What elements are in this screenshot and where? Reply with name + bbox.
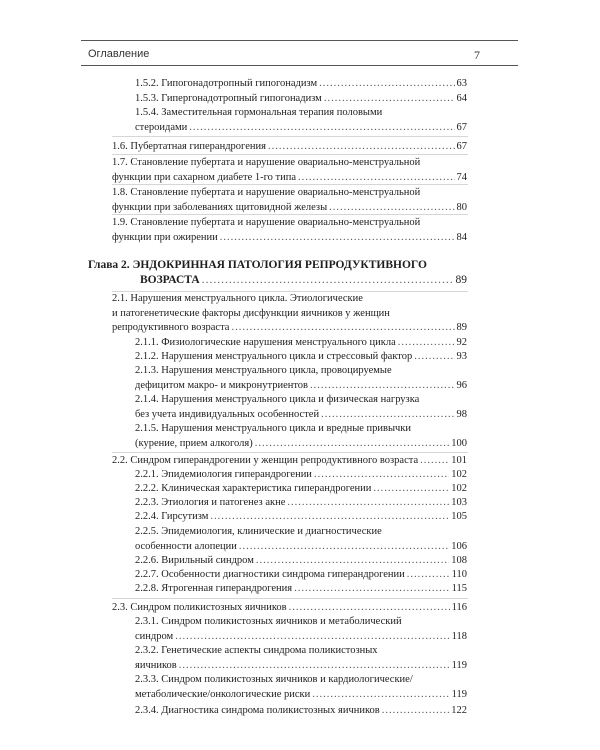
toc-entry[interactable] [135,496,467,511]
toc-entry[interactable] [112,140,467,155]
toc-entry[interactable] [112,186,467,215]
leader-dots [312,688,449,703]
toc-entry-title-line: без учета индивидуальных особенностей [135,408,320,420]
toc-entry-title: Гипергонадотропный гипогонадизм [161,93,322,104]
toc-entry-title-line: Становление пубертата и нарушение овариально-менструальной [130,217,421,228]
toc-entry-number: 1.7. [112,157,128,168]
toc-entry-title: Нарушения менструального цикла и стрессовый фактор [161,351,413,362]
toc-entry-title-line: Становление пубертата и нарушение овариально-менструальной [130,187,421,198]
toc-entry-title-line: Синдром поликистозных яичников и кардиологические/ [161,674,413,685]
toc-entry-title: Особенности диагностики синдрома гиперандрогении [161,569,405,580]
toc-entry-title-line: яичников [135,659,177,671]
entry-separator [112,598,468,599]
toc-entry-title: Ятрогенная гиперандрогения [161,583,293,594]
toc-page-number: 64 [456,93,467,104]
leader-dots [324,92,455,107]
toc-entry[interactable] [135,393,467,422]
toc-entry[interactable] [135,364,467,393]
toc-page-number: 98 [456,408,467,420]
toc-page-number: 92 [456,337,467,348]
toc-page-number: 89 [455,274,467,286]
toc-page-number: 102 [451,469,467,480]
leader-dots [289,601,450,616]
toc-entry-title-line: функции при заболеваниях щитовидной железы [112,201,328,213]
leader-dots [319,77,454,92]
leader-dots [179,659,450,674]
toc-entry[interactable] [135,615,467,644]
leader-dots [373,482,449,497]
toc-entry-title: Вирильный синдром [161,555,254,566]
toc-entry-number: 1.5.4. [135,107,159,118]
leader-dots [210,510,449,525]
toc-entry-title-line: Синдром поликистозных яичников и метаболический [161,616,402,627]
toc-page-number: 63 [456,78,467,89]
toc-entry[interactable] [135,510,467,525]
toc-entry-title: Диагностика синдрома поликистозных яичников [161,705,380,716]
toc-entry-number: 2.2.5. [135,526,159,537]
chapter-title-line: ЭНДОКРИННАЯ ПАТОЛОГИЯ РЕПРОДУКТИВНОГО [132,259,427,271]
toc-entry-number: 2.2.8. [135,583,159,594]
toc-page-number: 93 [456,351,467,362]
toc-entry-title-line: Нарушения менструального цикла и физическая нагрузка [161,394,420,405]
toc-entry-number: 2.3.4. [135,705,159,716]
toc-entry[interactable] [112,292,467,336]
entry-separator [112,154,468,155]
toc-entry-title-line: Генетические аспекты синдрома поликистозных [161,645,378,656]
toc-entry-title-line: Нарушения менструального цикла. Этиологические [130,293,363,304]
leader-dots [298,171,454,186]
toc-entry-title-line: Заместительная гормональная терапия половыми [161,107,383,118]
chapter-label: Глава 2. [88,259,130,271]
toc-page-number: 118 [451,630,467,642]
entry-separator [112,214,468,215]
toc-page-number: 102 [451,483,467,494]
toc-entry-number: 2.2.2. [135,483,159,494]
toc-entry-title-line: метаболические/онкологические риски [135,688,311,700]
toc-entry[interactable] [135,77,467,92]
leader-dots [189,121,454,136]
toc-page-number: 106 [451,540,467,552]
leader-dots [382,704,450,719]
toc-entry[interactable] [135,554,467,569]
toc-entry-number: 2.3.2. [135,645,159,656]
toc-page-number: 119 [451,659,467,671]
toc-entry[interactable] [112,216,467,245]
toc-entry-number: 1.8. [112,187,128,198]
leader-dots [287,496,449,511]
toc-entry-number: 2.3.3. [135,674,159,685]
toc-page-number: 100 [451,437,467,449]
toc-entry[interactable] [135,673,467,702]
toc-entry[interactable] [135,422,467,451]
leader-dots [239,540,449,555]
toc-entry-title: Пубертатная гиперандрогения [130,141,266,152]
leader-dots [414,350,454,365]
toc-entry-title: Гипогонадотропный гипогонадизм [161,78,318,89]
toc-page-number: 105 [451,511,467,522]
entry-separator [112,184,468,185]
toc-entry[interactable] [135,704,467,719]
toc-page-number: 67 [456,121,467,133]
toc-entry[interactable] [112,601,467,616]
toc-entry-number: 2.2.3. [135,497,159,508]
toc-entry[interactable] [135,582,467,597]
toc-entry[interactable] [135,644,467,673]
leader-dots [268,140,455,155]
toc-entry-number: 2.2.7. [135,569,159,580]
toc-entry-number: 2.3.1. [135,616,159,627]
toc-page-number: 122 [451,705,467,716]
toc-chapter-heading[interactable] [88,258,467,288]
toc-page-number: 96 [456,379,467,391]
leader-dots [314,468,449,483]
toc-entry-title: Гирсутизм [161,511,209,522]
toc-entry-number: 2.2.1. [135,469,159,480]
toc-entry-number: 2.1.3. [135,365,159,376]
toc-entry-number: 1.5.2. [135,78,159,89]
toc-entry-title: Синдром поликистозных яичников [130,602,287,613]
toc-page-number: 74 [456,171,467,183]
toc-entry-title: Физиологические нарушения менструального цикла [161,337,396,348]
toc-entry-title-line: функции при сахарном диабете 1-го типа [112,171,297,183]
toc-entry-title: Синдром гиперандрогении у женщин репродуктивного возраста [130,455,419,466]
toc-entry[interactable] [135,482,467,497]
toc-entry-number: 2.1. [112,293,128,304]
toc-page-number: 116 [451,602,467,613]
toc-entry[interactable] [112,156,467,185]
leader-dots [329,201,454,216]
running-header-page-number: 7 [474,48,480,62]
toc-page-number: 84 [456,231,467,243]
leader-dots [294,582,449,597]
toc-entry[interactable] [135,106,467,135]
leader-dots [407,568,450,583]
toc-page-number: 110 [451,569,467,580]
toc-entry-title-line: дефицитом макро- и микронутриентов [135,379,309,391]
toc-entry-number: 1.5.3. [135,93,159,104]
toc-entry-title-line: Становление пубертата и нарушение овариально-менструальной [130,157,421,168]
toc-entry[interactable] [135,350,467,365]
leader-dots [231,321,454,336]
leader-dots [220,231,455,246]
toc-entry[interactable] [135,468,467,483]
leader-dots [255,437,450,452]
running-header-title: Оглавление [88,48,150,60]
chapter-title-line: ВОЗРАСТА [140,274,200,286]
header-rule [81,65,518,66]
toc-entry-number: 2.2.6. [135,555,159,566]
toc-entry[interactable] [135,525,467,554]
leader-dots [256,554,449,569]
top-rule [81,40,518,41]
toc-entry-title: Клиническая характеристика гиперандрогении [161,483,372,494]
toc-entry-title-line: Нарушения менструального цикла, провоцируемые [161,365,392,376]
toc-entry-title-line: стероидами [135,121,188,133]
toc-entry-title-line: синдром [135,630,174,642]
toc-entry-number: 2.2. [112,455,128,466]
toc-entry-title-line: и патогенетические факторы дисфункции яичников у женщин [112,307,390,319]
toc-entry[interactable] [135,336,467,351]
toc-entry-number: 2.1.1. [135,337,159,348]
entry-separator [112,136,468,137]
leader-dots [175,630,449,645]
toc-entry-title: Этиология и патогенез акне [161,497,286,508]
toc-entry[interactable] [135,92,467,107]
toc-entry-title-line: Нарушения менструального цикла и вредные привычки [161,423,412,434]
toc-page-number: 101 [451,455,467,466]
toc-page-number: 103 [451,497,467,508]
leader-dots [420,454,449,469]
leader-dots [398,336,455,351]
toc-entry-number: 2.1.4. [135,394,159,405]
leader-dots [310,379,454,394]
toc-entry-number: 1.9. [112,217,128,228]
toc-page-number: 89 [456,322,467,333]
toc-entry-title-line: Эпидемиология, клинические и диагностические [161,526,382,537]
toc-entry-number: 1.6. [112,141,128,152]
entry-separator [112,452,468,453]
toc-entry-title-line: (курение, прием алкоголя) [135,437,253,449]
toc-entry-title: Эпидемиология гиперандрогении [161,469,312,480]
toc-page-number: 67 [456,141,467,152]
toc-page-number: 115 [451,583,467,594]
toc-page-number: 108 [451,555,467,566]
toc-entry-number: 2.3. [112,602,128,613]
toc-entry[interactable] [112,454,467,469]
toc-entry-title-line: функции при ожирении [112,231,218,243]
toc-entry[interactable] [135,568,467,583]
toc-page-number: 119 [451,688,467,700]
toc-entry-number: 2.2.4. [135,511,159,522]
toc-entry-title-line: особенности алопеции [135,540,237,552]
leader-dots [321,408,454,423]
toc-page-number: 80 [456,201,467,213]
toc-entry-number: 2.1.5. [135,423,159,434]
toc-entry-number: 2.1.2. [135,351,159,362]
leader-dots [202,273,454,288]
toc-entry-title-line: репродуктивного возраста [112,322,230,333]
